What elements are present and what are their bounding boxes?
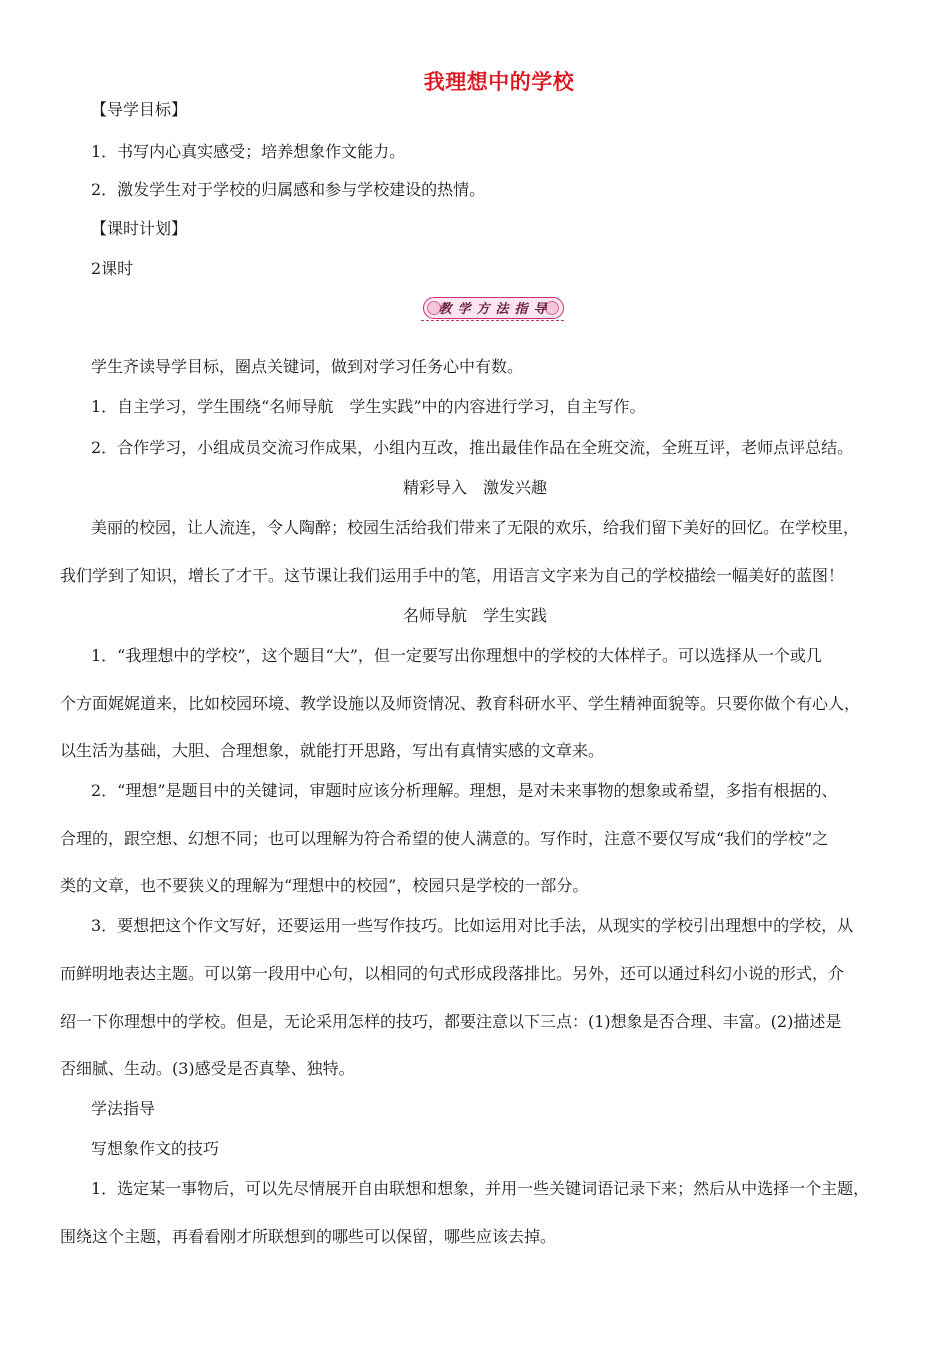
study-subheading: 写想象作文的技巧	[91, 1139, 220, 1158]
study-heading: 学法指导	[91, 1099, 156, 1118]
goals-header: 【导学目标】	[91, 100, 188, 119]
guide-paragraph-1-line: 以生活为基础，大胆、合理想象，就能打开思路，写出有真情实感的文章来。	[60, 741, 605, 760]
guide-paragraph-2-line: 2．“理想”是题目中的关键词，审题时应该分析理解。理想，是对未来事物的想象或希望，多指有根据的、	[91, 781, 838, 800]
page-title: 我理想中的学校	[423, 69, 575, 94]
method-banner	[421, 296, 564, 322]
banner-label: 教学方法指导	[438, 302, 553, 317]
intro-heading: 精彩导入 激发兴趣	[402, 478, 547, 497]
guide-paragraph-3-line: 否细腻、生动。(3)感受是否真挚、独特。	[60, 1059, 355, 1078]
guide-paragraph-2-line: 类的文章，也不要狭义的理解为“理想中的校园”，校园只是学校的一部分。	[60, 876, 589, 895]
banner-underline	[421, 320, 564, 321]
method-intro: 学生齐读导学目标，圈点关键词，做到对学习任务心中有数。	[91, 357, 524, 376]
study-paragraph-1-line: 1．选定某一事物后，可以先尽情展开自由联想和想象，并用一些关键词语记录下来；然后从中选择一个主题，	[91, 1179, 870, 1198]
guide-paragraph-1-line: 1．“我理想中的学校”，这个题目“大”，但一定要写出你理想中的学校的大体样子。可以选择从一个或几	[91, 646, 822, 665]
guide-paragraph-3-line: 3．要想把这个作文写好，还要运用一些写作技巧。比如运用对比手法，从现实的学校引出理想中的学校，从	[91, 916, 854, 935]
plan-header: 【课时计划】	[91, 219, 188, 238]
guide-paragraph-3-line: 绍一下你理想中的学校。但是，无论采用怎样的技巧，都要注意以下三点：(1)想象是否合理、丰富。(2)描述是	[60, 1012, 842, 1031]
intro-paragraph-line: 美丽的校园，让人流连，令人陶醉；校园生活给我们带来了无限的欢乐，给我们留下美好的回忆。在学校里，	[91, 518, 860, 537]
goal-item-1: 1．书写内心真实感受；培养想象作文能力。	[91, 142, 406, 161]
intro-paragraph-line: 我们学到了知识，增长了才干。这节课让我们运用手中的笔，用语言文字来为自己的学校描绘一幅美好的蓝图！	[60, 566, 845, 585]
guide-paragraph-2-line: 合理的，跟空想、幻想不同；也可以理解为符合希望的使人满意的。写作时，注意不要仅写成“我们的学校”之	[60, 829, 829, 848]
guide-heading: 名师导航 学生实践	[402, 606, 547, 625]
goal-item-2: 2．激发学生对于学校的归属感和参与学校建设的热情。	[91, 180, 486, 199]
method-item-1: 1．自主学习，学生围绕“名师导航 学生实践”中的内容进行学习，自主写作。	[91, 397, 646, 416]
plan-value: 2课时	[91, 259, 134, 278]
method-item-2: 2．合作学习，小组成员交流习作成果，小组内互改，推出最佳作品在全班交流，全班互评，老师点评总结。	[91, 438, 854, 457]
guide-paragraph-3-line: 而鲜明地表达主题。可以第一段用中心句，以相同的句式形成段落排比。另外，还可以通过科幻小说的形式，介	[60, 964, 845, 983]
guide-paragraph-1-line: 个方面娓娓道来，比如校园环境、教学设施以及师资情况、教育科研水平、学生精神面貌等。只要你做个有心人，	[60, 694, 861, 713]
study-paragraph-1-line: 围绕这个主题，再看看刚才所联想到的哪些可以保留，哪些应该去掉。	[60, 1227, 557, 1246]
